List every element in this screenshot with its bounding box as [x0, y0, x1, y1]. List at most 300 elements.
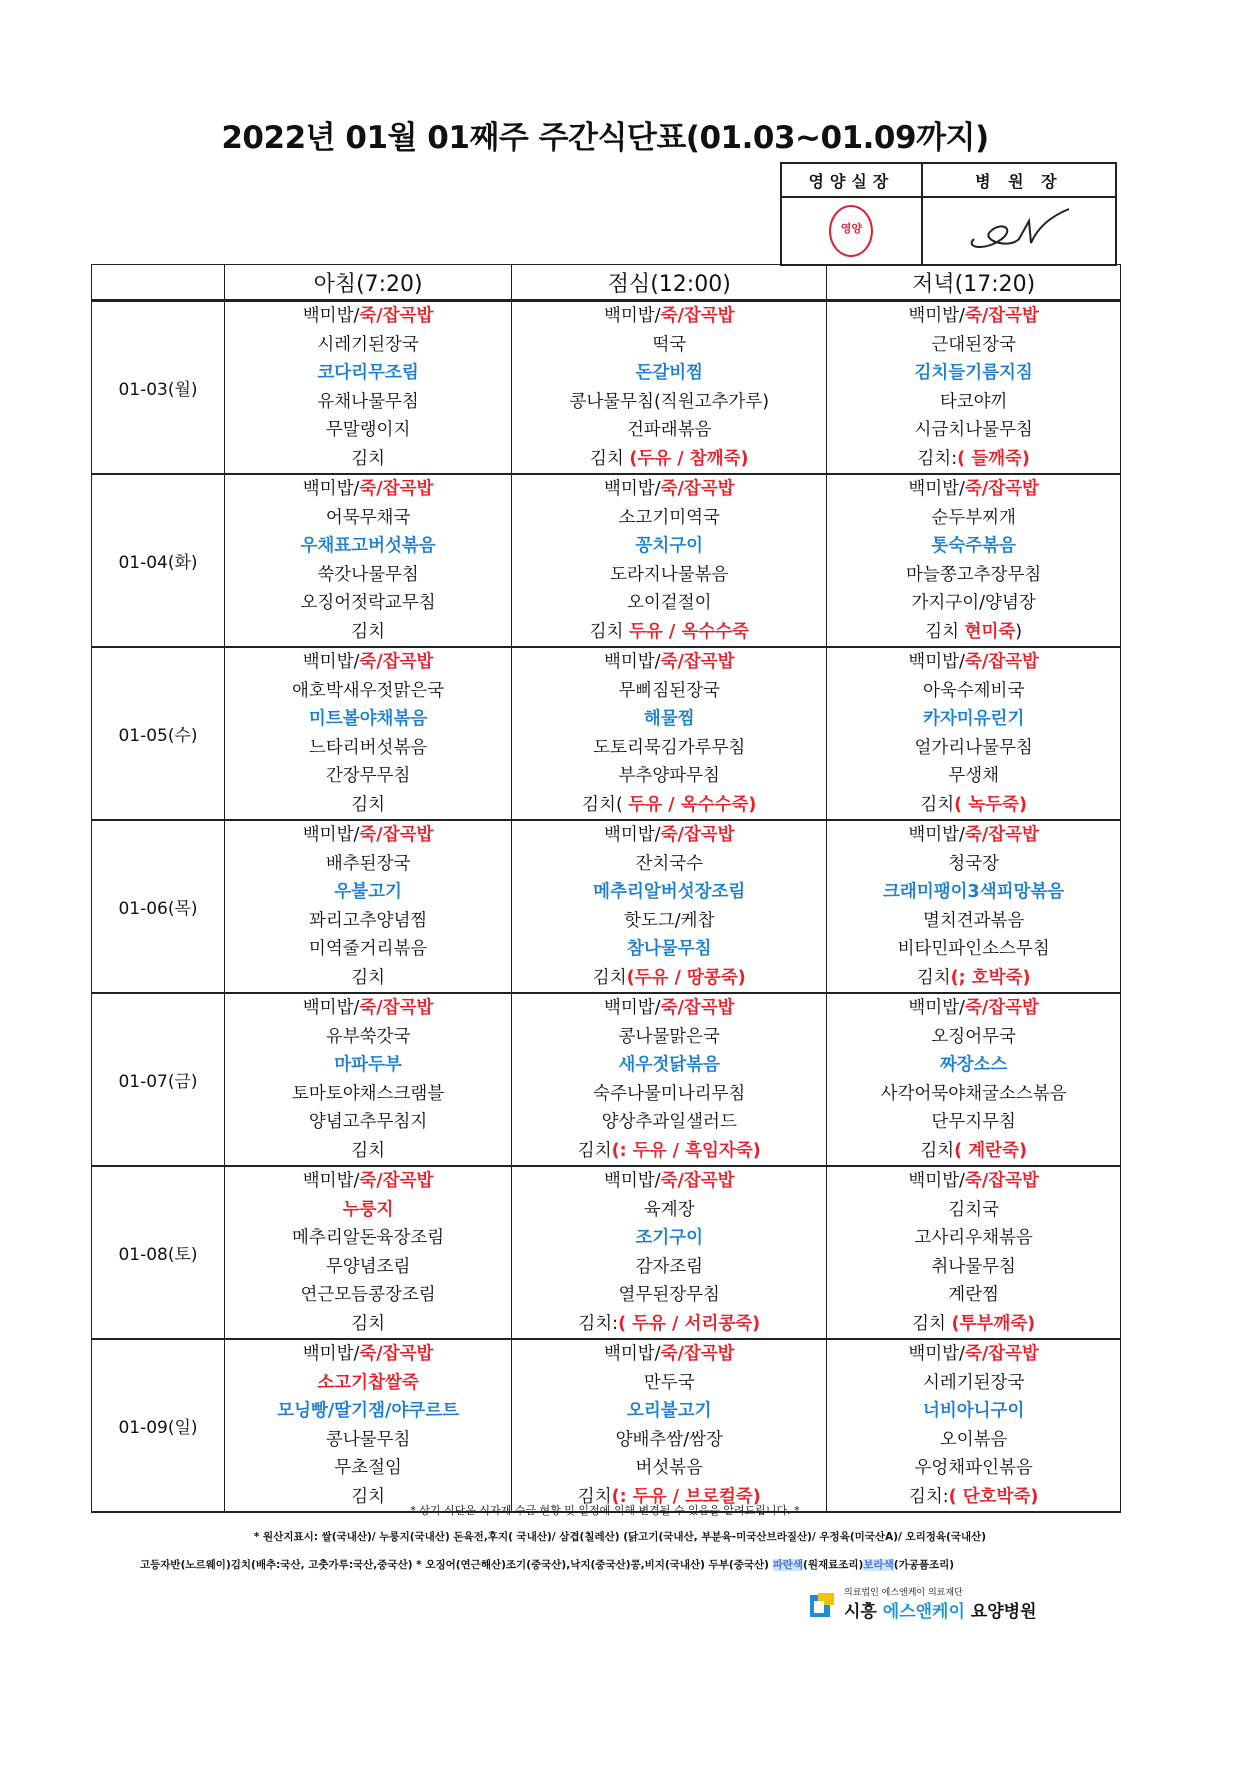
menu-item — [225, 359, 511, 388]
menu-item-text: 백미밥/ — [908, 652, 965, 672]
menu-item-text: 죽/잡곡밥 — [964, 998, 1039, 1018]
menu-item — [512, 907, 826, 936]
day-row — [92, 301, 1121, 475]
menu-item — [225, 1426, 511, 1455]
header-date — [92, 265, 225, 301]
menu-item-text: 무삐짐된장국 — [618, 680, 720, 701]
menu-item-text: 죽/잡곡밥 — [964, 1344, 1039, 1364]
menu-item-text: 미트볼야채볶음 — [308, 709, 428, 729]
legend-blue: 파란색 — [772, 1559, 804, 1571]
menu-item-text: 단무지무침 — [931, 1112, 1016, 1132]
menu-item — [827, 850, 1120, 879]
menu-item — [225, 388, 511, 417]
menu-item-text: 무말랭이지 — [325, 420, 411, 440]
header-dinner: 저녁(17:20) — [827, 265, 1121, 301]
menu-item-text: ( 단호박죽) — [948, 1486, 1039, 1507]
logo-name-part1: 시흥 — [844, 1602, 883, 1622]
menu-item — [827, 561, 1120, 590]
menu-item — [512, 1281, 826, 1310]
menu-item-text: 김치 — [351, 448, 385, 469]
menu-item-text: (: 두유 / 브로컬죽) — [611, 1486, 761, 1507]
menu-item-text: 오이볶음 — [939, 1429, 1008, 1450]
menu-item-text: 죽/잡곡밥 — [660, 998, 735, 1018]
menu-item-text: 김치 — [351, 621, 385, 642]
menu-item-text: 백미밥/ — [603, 1171, 661, 1191]
menu-item-text: 백미밥/ — [302, 652, 360, 672]
menu-item-text: 백미밥/ — [908, 998, 965, 1018]
approval-director-label: 병 원 장 — [922, 163, 1116, 197]
day-date: 01-07(금) — [92, 993, 225, 1166]
menu-item — [512, 850, 826, 879]
day-row — [92, 1339, 1121, 1512]
menu-item-text: 톳숙주볶음 — [931, 536, 1016, 556]
menu-item-text: 백미밥/ — [302, 306, 360, 326]
menu-item-text: 콩나물무침 — [325, 1429, 411, 1450]
menu-item-text: 간장무무침 — [325, 766, 411, 786]
logo-name — [844, 1597, 1037, 1622]
menu-item — [225, 445, 511, 474]
dinner-menu — [827, 647, 1121, 820]
menu-item-text: 조기구이 — [635, 1228, 704, 1248]
menu-item-text: 유부쑥갓국 — [325, 1026, 411, 1047]
menu-item-text: 김치 — [577, 1140, 612, 1161]
menu-item — [512, 1137, 826, 1166]
menu-item-text: 우채표고버섯볶음 — [300, 536, 436, 556]
menu-item — [512, 1224, 826, 1253]
menu-item-text: 백미밥/ — [302, 998, 360, 1018]
day-date: 01-05(수) — [92, 647, 225, 820]
menu-item — [827, 1167, 1120, 1196]
breakfast-menu — [225, 301, 512, 475]
lunch-menu — [512, 993, 827, 1166]
menu-item — [827, 504, 1120, 533]
menu-item-text: 김치 — [577, 1486, 612, 1507]
menu-item-text: 시금치나물무침 — [914, 420, 1033, 440]
menu-item-text: 가지구이/양념장 — [911, 593, 1036, 613]
menu-item-text: 김치 — [351, 1486, 385, 1507]
menu-item — [827, 994, 1120, 1023]
menu-item-text: 김치 — [589, 621, 629, 642]
menu-item — [225, 475, 511, 504]
dinner-menu — [827, 301, 1121, 475]
menu-item-text: 무초절임 — [334, 1458, 402, 1478]
menu-item — [225, 677, 511, 706]
menu-item — [512, 1196, 826, 1225]
menu-item-text: 죽/잡곡밥 — [359, 1344, 434, 1364]
menu-item-text: 코다리무조림 — [317, 363, 419, 383]
breakfast-menu — [225, 820, 512, 993]
menu-item — [512, 445, 826, 474]
menu-item — [225, 762, 511, 791]
menu-item-text: 마늘쫑고추장무침 — [906, 564, 1042, 585]
menu-item-text: 도라지나물볶음 — [610, 564, 729, 585]
menu-item-text: 죽/잡곡밥 — [359, 998, 434, 1018]
menu-item — [827, 388, 1120, 417]
menu-item-text: 김치 — [592, 967, 627, 988]
menu-item-text: 시레기된장국 — [922, 1372, 1025, 1393]
menu-item — [512, 878, 826, 907]
menu-item — [512, 504, 826, 533]
menu-item-text: 짜장소스 — [939, 1055, 1008, 1075]
menu-item-text: 죽/잡곡밥 — [359, 1171, 434, 1191]
menu-item-text: 죽/잡곡밥 — [964, 479, 1039, 499]
menu-item — [827, 1310, 1120, 1339]
menu-item — [512, 388, 826, 417]
menu-item-text: ( 두유 / 서리콩죽) — [618, 1313, 761, 1334]
menu-item — [827, 762, 1120, 791]
menu-item-text: 죽/잡곡밥 — [359, 825, 434, 845]
menu-item — [225, 1281, 511, 1310]
menu-item-text: 양배추쌈/쌈장 — [615, 1429, 723, 1450]
origin-info-line-1: * 원산지표시: 쌀(국내산)/ 누룽지(국내산) 돈육전,후지( 국내산)/ 삼겹(칠레산) (닭고기(국내산, 부분육-미국산브라질산)/ 우정육(미국산A)/ 오리정육(국내산) — [253, 1531, 987, 1543]
dietitian-seal-cell — [781, 197, 922, 265]
menu-item-text: 순두부찌개 — [931, 507, 1016, 528]
menu-item — [512, 359, 826, 388]
menu-item — [512, 1369, 826, 1398]
menu-item-text: 멸치견과볶음 — [922, 910, 1025, 931]
menu-item — [512, 791, 826, 820]
origin-text: 고등자반(노르웨이)김치(배추:국산, 고춧가루:국산,중국산) * 오징어(연근해산)조기(중국산),낙지(중국산)콩,비지(국내산) 두부(중국산) — [140, 1559, 773, 1571]
approval-box — [780, 162, 1117, 266]
menu-item — [827, 1369, 1120, 1398]
legend-purple: 보라색 — [863, 1559, 894, 1571]
director-signature-cell — [922, 197, 1116, 265]
menu-item — [827, 1281, 1120, 1310]
menu-item — [225, 1224, 511, 1253]
dinner-menu — [827, 1166, 1121, 1339]
menu-item — [512, 589, 826, 618]
menu-item — [827, 1340, 1120, 1369]
menu-item — [827, 935, 1120, 964]
logo-name-part3: 요양병원 — [964, 1602, 1037, 1622]
menu-item — [512, 648, 826, 677]
menu-item-text: 백미밥/ — [908, 479, 965, 499]
menu-item-text: 죽/잡곡밥 — [660, 479, 735, 499]
menu-item-text: 쑥갓나물무침 — [317, 564, 419, 585]
menu-item-text: 애호박새우젓맑은국 — [292, 680, 445, 701]
menu-item-text: 콩나물맑은국 — [618, 1026, 720, 1047]
menu-item-text: 누룽지 — [342, 1199, 394, 1220]
menu-item-text: 현미죽 — [964, 621, 1016, 642]
menu-item — [225, 1137, 511, 1166]
menu-item-text: 우불고기 — [334, 882, 402, 902]
menu-item — [225, 821, 511, 850]
origin-info-line-2 — [140, 1557, 1240, 1572]
menu-item-text: 김치 — [590, 448, 630, 469]
menu-item — [512, 532, 826, 561]
menu-item — [512, 677, 826, 706]
menu-item-text: 취나물무침 — [931, 1256, 1016, 1277]
menu-item-text: 백미밥/ — [603, 998, 661, 1018]
menu-item-text: 김치( — [582, 794, 629, 815]
menu-item-text: 숙주나물미나리무침 — [593, 1083, 746, 1104]
menu-item-text: 오징어무국 — [931, 1026, 1016, 1047]
lunch-menu — [512, 474, 827, 647]
menu-item — [225, 618, 511, 647]
menu-item — [225, 1340, 511, 1369]
menu-item — [225, 416, 511, 445]
menu-item — [827, 1426, 1120, 1455]
menu-item — [225, 648, 511, 677]
menu-item-text: 얼가리나물무침 — [914, 737, 1033, 758]
menu-item — [225, 302, 511, 331]
menu-item — [827, 302, 1120, 331]
menu-item — [512, 994, 826, 1023]
menu-item-text: 두유 / 옥수수죽 — [628, 621, 749, 642]
menu-item — [512, 302, 826, 331]
day-row — [92, 1166, 1121, 1339]
menu-item-text: 백미밥/ — [603, 652, 661, 672]
menu-item-text: ( 계란죽) — [954, 1140, 1027, 1161]
menu-item — [827, 331, 1120, 360]
menu-item-text: 백미밥/ — [603, 825, 661, 845]
menu-item-text: 고사리우채볶음 — [914, 1228, 1033, 1248]
menu-item-text: 우엉채파인볶음 — [914, 1458, 1033, 1478]
menu-item — [512, 964, 826, 993]
menu-item-text: 유채나물무침 — [317, 391, 419, 412]
menu-item — [225, 1108, 511, 1137]
menu-item — [512, 561, 826, 590]
menu-item-text: 김치 — [920, 1140, 955, 1161]
approval-dietitian-label: 영양실장 — [781, 163, 922, 197]
menu-item — [827, 1397, 1120, 1426]
menu-item-text: 소고기찹쌀죽 — [317, 1372, 419, 1393]
menu-item — [512, 1426, 826, 1455]
menu-item-text: 어묵무채국 — [325, 507, 411, 528]
menu-item — [512, 821, 826, 850]
menu-item-text: 백미밥/ — [302, 479, 360, 499]
menu-item-text: 백미밥/ — [908, 1171, 965, 1191]
menu-item-text: 죽/잡곡밥 — [359, 652, 434, 672]
menu-item-text: 감자조림 — [635, 1256, 704, 1277]
menu-item — [827, 532, 1120, 561]
day-date: 01-06(목) — [92, 820, 225, 993]
menu-item-text: 비타민파인소스무침 — [897, 939, 1050, 959]
menu-item — [225, 1167, 511, 1196]
day-row — [92, 820, 1121, 993]
menu-item — [512, 734, 826, 763]
menu-item-text: 무양념조림 — [325, 1256, 411, 1277]
menu-item — [827, 1080, 1120, 1109]
menu-item-text: 연근모듬콩장조림 — [300, 1285, 436, 1305]
dinner-menu — [827, 820, 1121, 993]
menu-item-text: 오이겉절이 — [626, 593, 712, 613]
dinner-menu — [827, 1339, 1121, 1512]
menu-item-text: (: 두유 / 흑임자죽) — [611, 1140, 761, 1161]
menu-item — [225, 907, 511, 936]
menu-item-text: 죽/잡곡밥 — [660, 1344, 735, 1364]
menu-item-text: 메추리알돈육장조림 — [292, 1228, 445, 1248]
menu-item-text: 죽/잡곡밥 — [660, 825, 735, 845]
menu-item — [827, 359, 1120, 388]
menu-item-text: 죽/잡곡밥 — [660, 1171, 735, 1191]
menu-item-text: 모닝빵/딸기잼/야쿠르트 — [277, 1401, 460, 1421]
header-lunch: 점심(12:00) — [512, 265, 827, 301]
menu-item-text: 백미밥/ — [302, 1171, 360, 1191]
menu-item — [225, 791, 511, 820]
menu-item-text: 참나물무침 — [626, 939, 712, 959]
menu-item — [225, 705, 511, 734]
day-date: 01-04(화) — [92, 474, 225, 647]
breakfast-menu — [225, 647, 512, 820]
menu-item-text: 죽/잡곡밥 — [964, 306, 1039, 326]
menu-item-text: 꽈리고추양념찜 — [308, 910, 428, 931]
menu-item-text: 건파래볶음 — [626, 420, 712, 440]
menu-item-text: (투부깨죽) — [951, 1313, 1036, 1334]
menu-item — [827, 791, 1120, 820]
menu-item-text: 죽/잡곡밥 — [359, 479, 434, 499]
menu-item-text: 김치 — [351, 967, 385, 988]
menu-item-text: 백미밥/ — [603, 1344, 661, 1364]
menu-item — [512, 1253, 826, 1282]
menu-item-text: 아욱수제비국 — [922, 680, 1025, 701]
menu-item-text: 배추된장국 — [325, 853, 411, 874]
menu-item — [512, 1340, 826, 1369]
day-row — [92, 993, 1121, 1166]
menu-item — [512, 475, 826, 504]
legend-blue-desc: (원재료조리) — [803, 1559, 864, 1571]
menu-item — [225, 1397, 511, 1426]
menu-item-text: 김치 — [351, 794, 385, 815]
menu-item-text: ) — [1015, 621, 1023, 642]
menu-item-text: 핫도그/케찹 — [624, 910, 715, 931]
menu-item-text: 김치 — [916, 967, 951, 988]
menu-item-text: 돈갈비찜 — [635, 363, 704, 383]
menu-item-text: 김치들기름지짐 — [914, 363, 1033, 383]
menu-item-text: 김치: — [908, 1486, 949, 1507]
menu-item — [512, 705, 826, 734]
menu-item — [512, 1310, 826, 1339]
menu-item-text: 콩나물무침(직원고추가루) — [569, 391, 770, 412]
menu-item — [827, 1224, 1120, 1253]
menu-item — [512, 935, 826, 964]
menu-item — [512, 1167, 826, 1196]
menu-item — [827, 1108, 1120, 1137]
menu-item-text: 백미밥/ — [908, 825, 965, 845]
menu-item-text: 계란찜 — [948, 1285, 1000, 1305]
menu-item — [225, 331, 511, 360]
menu-item — [512, 1108, 826, 1137]
menu-item-text: 너비아니구이 — [922, 1401, 1025, 1421]
menu-item-text: 김치 — [925, 621, 965, 642]
signature-icon — [959, 199, 1079, 259]
menu-item — [827, 1253, 1120, 1282]
menu-item — [225, 504, 511, 533]
menu-item-text: ( 들깨죽) — [957, 448, 1030, 469]
menu-item-text: 김치 — [351, 1140, 385, 1161]
menu-item — [225, 994, 511, 1023]
menu-item-text: 떡국 — [652, 334, 687, 355]
menu-item-text: 김치 — [920, 794, 955, 815]
menu-item-text: 죽/잡곡밥 — [964, 1171, 1039, 1191]
menu-item-text: 백미밥/ — [603, 479, 661, 499]
menu-item-text: 부추양파무침 — [618, 766, 720, 786]
menu-item-text: 오징어젓락교무침 — [300, 593, 436, 613]
breakfast-menu — [225, 1339, 512, 1512]
menu-item-text: 오리불고기 — [626, 1401, 712, 1421]
menu-item-text: 무생채 — [948, 766, 1000, 786]
weekly-menu-table — [91, 264, 1121, 1513]
menu-item — [225, 532, 511, 561]
menu-item — [827, 964, 1120, 993]
menu-item — [827, 821, 1120, 850]
menu-item-text: 카자미유린기 — [922, 709, 1025, 729]
lunch-menu — [512, 647, 827, 820]
menu-item-text: 청국장 — [948, 853, 1000, 874]
menu-item-text: 소고기미역국 — [618, 507, 720, 528]
logo-subtitle: 의료법인 에스앤케이 의료재단 — [844, 1588, 963, 1598]
day-date: 01-09(일) — [92, 1339, 225, 1512]
day-date: 01-03(월) — [92, 301, 225, 475]
breakfast-menu — [225, 993, 512, 1166]
menu-item-text: 마파두부 — [334, 1055, 402, 1075]
logo-name-part2: 에스앤케이 — [882, 1602, 965, 1622]
legend-purple-desc: (가공품조리) — [893, 1559, 955, 1571]
menu-item-text: (두유 / 땅콩죽) — [626, 967, 746, 988]
menu-item — [512, 762, 826, 791]
day-row — [92, 474, 1121, 647]
menu-item-text: 사각어묵야채굴소스볶음 — [880, 1083, 1067, 1104]
menu-item-text: 새우젓닭볶음 — [618, 1055, 720, 1075]
menu-item — [225, 589, 511, 618]
menu-item — [827, 648, 1120, 677]
menu-item-text: ( 녹두죽) — [954, 794, 1027, 815]
breakfast-menu — [225, 1166, 512, 1339]
menu-item-text: 죽/잡곡밥 — [660, 652, 735, 672]
menu-item-text: 만두국 — [643, 1372, 695, 1393]
menu-item-text: 백미밥/ — [603, 306, 661, 326]
menu-item — [225, 1369, 511, 1398]
menu-item-text: (두유 / 참깨죽) — [629, 448, 749, 469]
menu-item — [225, 561, 511, 590]
menu-item — [827, 677, 1120, 706]
menu-item-text: 백미밥/ — [302, 825, 360, 845]
menu-item — [225, 935, 511, 964]
menu-item-text: 토마토야채스크램블 — [292, 1083, 445, 1104]
menu-item — [512, 618, 826, 647]
menu-item-text: 양념고추무침지 — [308, 1112, 428, 1132]
menu-item-text: 죽/잡곡밥 — [964, 652, 1039, 672]
menu-item — [827, 1196, 1120, 1225]
menu-item — [225, 1023, 511, 1052]
menu-item — [827, 705, 1120, 734]
menu-item-text: 김치 — [912, 1313, 952, 1334]
menu-item — [225, 1196, 511, 1225]
menu-item-text: 죽/잡곡밥 — [359, 306, 434, 326]
menu-item — [827, 618, 1120, 647]
seal-stamp-icon: 영양 — [829, 205, 873, 257]
menu-item — [225, 734, 511, 763]
menu-item-text: 백미밥/ — [908, 1344, 965, 1364]
menu-item-text: 김치국 — [948, 1199, 1000, 1220]
dinner-menu — [827, 474, 1121, 647]
menu-item — [225, 1253, 511, 1282]
menu-item-text: 해물찜 — [643, 709, 695, 729]
menu-item-text: (; 호박죽) — [950, 967, 1031, 988]
menu-item — [827, 1051, 1120, 1080]
menu-item-text: 김치: — [917, 448, 958, 469]
menu-item-text: 죽/잡곡밥 — [660, 306, 735, 326]
lunch-menu — [512, 1166, 827, 1339]
menu-item — [512, 416, 826, 445]
menu-item-text: 두유 / 옥수수죽) — [628, 794, 757, 815]
menu-item — [512, 1051, 826, 1080]
menu-item — [512, 1454, 826, 1483]
menu-item-text: 죽/잡곡밥 — [964, 825, 1039, 845]
menu-item — [827, 734, 1120, 763]
menu-item-text: 시레기된장국 — [317, 334, 419, 355]
menu-item-text: 김치 — [351, 1313, 385, 1334]
